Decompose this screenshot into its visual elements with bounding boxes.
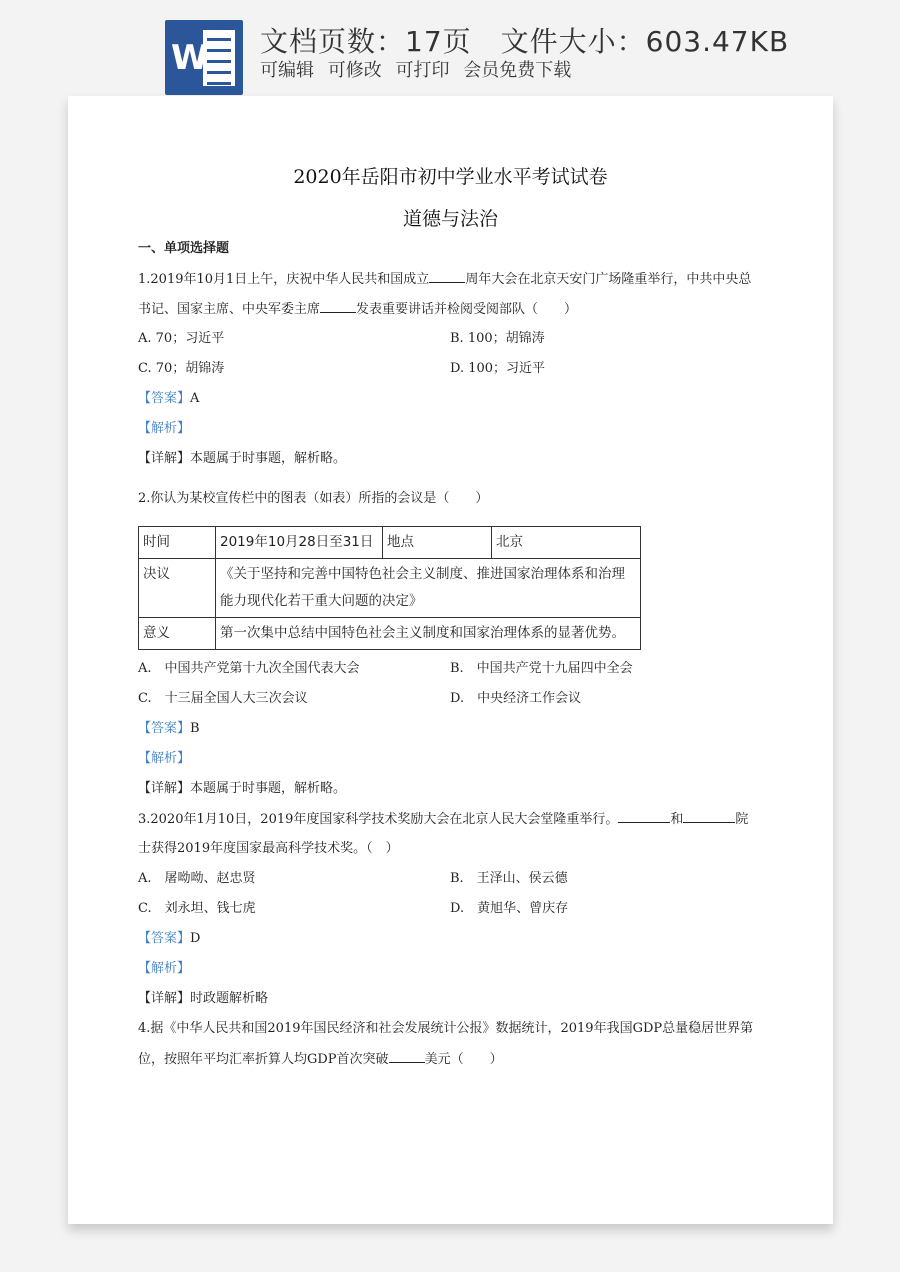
q1-answer: 【答案】A <box>138 391 200 406</box>
question-4-line-1: 4.据《中华人民共和国2019年国民经济和社会发展统计公报》数据统计，2019年我国GDP总量稳居世界第 <box>138 1021 754 1036</box>
table-cell-place-label: 地点 <box>383 527 492 559</box>
question-2: 2.你认为某校宣传栏中的图表（如表）所指的会议是（ ） <box>138 491 489 506</box>
table-row <box>139 559 641 618</box>
download-banner <box>0 0 900 100</box>
q1-option-d: D. 100；习近平 <box>450 361 546 376</box>
table-cell-resolution-label: 决议 <box>139 559 216 618</box>
q2-option-c: C. 十三届全国人大三次会议 <box>138 691 308 706</box>
table-cell-meaning-label: 意义 <box>139 618 216 650</box>
document-page <box>68 96 833 1224</box>
q3-option-b: B. 王泽山、侯云德 <box>450 871 568 886</box>
banner-tags <box>260 56 579 82</box>
document-subtitle: 道德与法治 <box>402 208 498 230</box>
tag-member-download: 会员免费下载 <box>463 60 572 81</box>
q1-option-a: A. 70；习近平 <box>138 331 225 346</box>
word-document-icon: W <box>165 20 243 95</box>
q2-analysis-label: 【解析】 <box>138 751 191 766</box>
q3-analysis-label: 【解析】 <box>138 961 191 976</box>
q3-answer: 【答案】D <box>138 931 201 946</box>
q1-detail: 【详解】本题属于时事题，解析略。 <box>138 451 347 466</box>
question-3-line-2: 士获得2019年度国家最高科学技术奖。（ ） <box>138 841 399 856</box>
tag-editable: 可编辑 <box>260 60 314 81</box>
q3-detail: 【详解】时政题解析略 <box>138 991 269 1006</box>
table-cell-time-label: 时间 <box>139 527 216 559</box>
q1-option-b: B. 100；胡锦涛 <box>450 331 545 346</box>
question-1-line-1: 1.2019年10月1日上午，庆祝中华人民共和国成立 周年大会在北京天安门广场隆重举行，中共中央总 <box>138 272 752 287</box>
table-cell-resolution-value: 《关于坚持和完善中国特色社会主义制度、推进国家治理体系和治理能力现代化若干重大问题的决定》 <box>216 559 641 618</box>
table-cell-time-value: 2019年10月28日至31日 <box>216 527 383 559</box>
q3-option-c: C. 刘永坦、钱七虎 <box>138 901 256 916</box>
q3-option-d: D. 黄旭华、曾庆存 <box>450 901 569 916</box>
q3-option-a: A. 屠呦呦、赵忠贤 <box>138 871 256 886</box>
question-1-line-2: 书记、国家主席、中央军委主席 发表重要讲话并检阅受阅部队（ ） <box>138 302 578 317</box>
table-row <box>139 618 641 650</box>
table-row <box>139 527 641 559</box>
document-title: 2020年岳阳市初中学业水平考试试卷 <box>293 166 608 188</box>
q2-answer: 【答案】B <box>138 721 200 736</box>
section-heading: 一、单项选择题 <box>138 241 230 256</box>
q1-option-c: C. 70；胡锦涛 <box>138 361 225 376</box>
q2-option-d: D. 中央经济工作会议 <box>450 691 582 706</box>
table-cell-place-value: 北京 <box>492 527 641 559</box>
question-4-line-2: 位，按照年平均汇率折算人均GDP首次突破 美元（ ） <box>138 1052 503 1067</box>
question-3-line-1: 3.2020年1月10日，2019年度国家科学技术奖励大会在北京人民大会堂隆重举行。 和 院 <box>138 812 749 827</box>
q2-detail: 【详解】本题属于时事题，解析略。 <box>138 781 347 796</box>
tag-printable: 可打印 <box>395 60 450 81</box>
tag-modifiable: 可修改 <box>327 60 382 81</box>
q1-analysis-label: 【解析】 <box>138 421 191 436</box>
table-cell-meaning-value: 第一次集中总结中国特色社会主义制度和国家治理体系的显著优势。 <box>216 618 641 650</box>
meeting-info-table <box>138 526 641 650</box>
banner-title: 文档页数：17页 文件大小：603.47KB <box>260 25 790 58</box>
q2-option-a: A. 中国共产党第十九次全国代表大会 <box>138 661 360 676</box>
q2-option-b: B. 中国共产党十九届四中全会 <box>450 661 633 676</box>
